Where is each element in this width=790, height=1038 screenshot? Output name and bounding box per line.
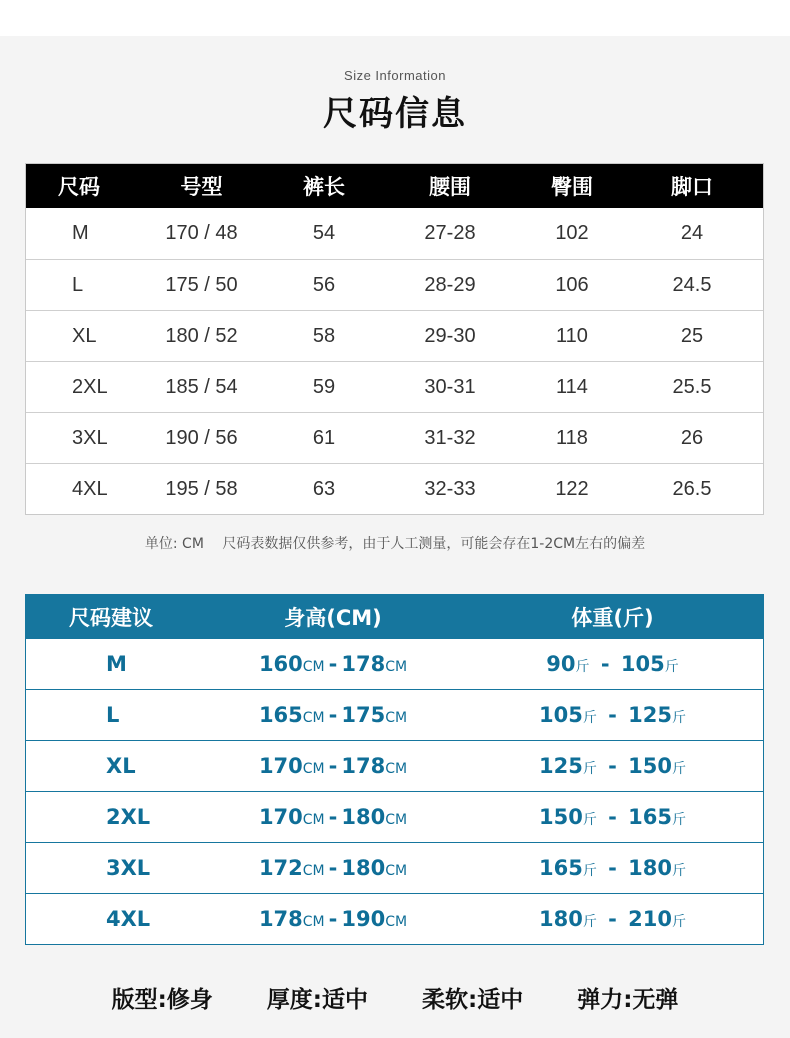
weight-unit: 斤 [672,863,687,879]
height-unit: CM [385,659,408,675]
table-row [26,361,763,412]
height-max: 178 [341,652,386,676]
range-dash: - [600,907,625,931]
weight-unit: 斤 [582,914,597,930]
cell-length: 61 [312,426,336,449]
weight-max: 165 [628,805,673,829]
col-header-size: 尺码 [58,175,100,199]
cell-hip: 102 [555,222,589,244]
height-unit: CM [385,710,408,726]
spec-value: 无弹 [632,987,679,1013]
recommendation-table [25,594,764,945]
col-header-suggestion: 尺码建议 [69,605,153,630]
cell-height-range [204,652,462,676]
cell-size: M [72,222,89,244]
spec-softness [422,981,523,1014]
weight-max: 210 [628,907,673,931]
weight-unit: 斤 [672,914,687,930]
col-header-weight: 体重(斤) [571,605,654,630]
height-min: 170 [258,754,303,778]
spec-value: 修身 [166,987,213,1013]
col-header-model: 号型 [180,175,223,199]
size-table-body [26,208,763,514]
height-unit: CM [385,863,408,879]
cell-size: M [106,652,127,676]
range-dash: - [328,907,338,931]
weight-min: 105 [538,703,583,727]
weight-unit: 斤 [582,863,597,879]
table-row [26,893,763,944]
col-header-length: 裤长 [303,175,345,199]
cell-length: 58 [312,324,336,347]
table-row [26,310,763,361]
cell-height-range [204,805,462,829]
recommendation-table-body [26,638,763,944]
cell-weight-range [462,703,763,727]
range-dash: - [593,652,617,676]
cell-size: 4XL [106,907,151,931]
spec-label: 柔软: [422,987,478,1013]
cell-model: 185 / 54 [165,375,238,398]
cell-hem: 25 [680,324,704,347]
height-max: 178 [341,754,386,778]
height-unit: CM [385,761,408,777]
cell-weight-range [462,856,763,880]
spec-fit [112,981,213,1014]
cell-waist: 31-32 [424,426,476,449]
cell-hem: 24.5 [672,273,712,296]
spec-label: 弹力: [577,987,633,1013]
range-dash: - [600,805,625,829]
spec-value: 适中 [477,987,524,1013]
height-min: 178 [258,907,303,931]
range-dash: - [600,856,625,880]
cell-hip: 118 [556,426,588,449]
height-unit: CM [302,710,325,726]
height-unit: CM [302,761,325,777]
weight-min: 150 [538,805,583,829]
height-max: 175 [341,703,386,727]
measurement-note: 单位: CM 尺码表数据仅供参考，由于人工测量，可能会存在1-2CM左右的偏差 [144,536,646,552]
col-header-height: 身高(CM) [284,605,382,630]
height-min: 172 [258,856,303,880]
table-row [26,208,763,259]
weight-min: 165 [538,856,583,880]
weight-unit: 斤 [582,812,597,828]
cell-size: 4XL [72,477,108,500]
spec-value: 适中 [322,987,368,1013]
cell-hem: 25.5 [672,375,712,398]
range-dash: - [600,754,625,778]
weight-unit: 斤 [672,761,687,777]
weight-unit: 斤 [582,710,597,726]
cell-length: 54 [312,222,336,244]
cell-model: 175 / 50 [165,273,238,296]
cell-height-range [204,856,462,880]
cell-weight-range [462,907,763,931]
height-unit: CM [302,914,325,930]
cell-model: 195 / 58 [165,477,238,500]
spec-label: 厚度: [266,987,322,1013]
cell-size: 2XL [106,805,151,829]
top-band [0,0,790,36]
cell-weight-range [462,754,763,778]
table-row [26,638,763,689]
height-max: 180 [341,856,386,880]
weight-min: 125 [538,754,583,778]
page-title: 尺码信息 [323,94,467,134]
cell-height-range [204,907,462,931]
weight-unit: 斤 [575,659,590,675]
cell-hip: 110 [556,324,588,347]
spec-label: 版型: [111,987,167,1013]
weight-unit: 斤 [582,761,597,777]
range-dash: - [328,754,338,778]
height-min: 165 [258,703,303,727]
range-dash: - [600,703,625,727]
col-header-waist: 腰围 [429,175,471,199]
weight-max: 150 [628,754,673,778]
cell-waist: 32-33 [424,477,476,500]
height-max: 180 [341,805,386,829]
cell-size: L [106,703,120,727]
cell-hip: 106 [555,273,589,296]
table-row [26,791,763,842]
cell-model: 190 / 56 [165,426,238,449]
product-specs [0,981,790,1014]
cell-waist: 28-29 [424,273,476,296]
height-unit: CM [385,812,408,828]
cell-weight-range [462,805,763,829]
height-unit: CM [385,914,408,930]
cell-model: 170 / 48 [165,222,238,244]
weight-unit: 斤 [672,710,687,726]
weight-unit: 斤 [664,659,679,675]
spec-elasticity [577,981,678,1014]
weight-unit: 斤 [672,812,687,828]
table-row [26,689,763,740]
height-min: 160 [258,652,303,676]
table-row [26,842,763,893]
cell-length: 56 [312,273,336,296]
cell-height-range [204,754,462,778]
cell-hip: 114 [556,375,588,398]
cell-hip: 122 [555,477,589,500]
weight-min: 180 [538,907,583,931]
table-row [26,463,763,514]
cell-model: 180 / 52 [165,324,238,347]
weight-max: 180 [628,856,673,880]
cell-size: 3XL [72,426,108,449]
height-max: 190 [341,907,386,931]
cell-height-range [204,703,462,727]
spec-thickness [267,981,368,1014]
range-dash: - [328,856,338,880]
cell-size: 3XL [106,856,151,880]
section-subtitle: Size Information [344,68,446,83]
recommendation-table-header [26,595,763,638]
range-dash: - [328,652,338,676]
height-unit: CM [302,659,325,675]
size-table [25,163,764,515]
table-row [26,412,763,463]
table-row [26,740,763,791]
range-dash: - [328,703,338,727]
range-dash: - [328,805,338,829]
cell-size: 2XL [72,375,108,398]
size-table-header [26,164,763,208]
weight-max: 105 [620,652,665,676]
height-unit: CM [302,812,325,828]
table-row [26,259,763,310]
cell-size: XL [72,324,97,347]
cell-length: 59 [312,375,336,398]
cell-hem: 24 [680,222,704,244]
cell-size: L [72,273,84,296]
col-header-hip: 臀围 [551,175,593,199]
cell-length: 63 [312,477,336,500]
cell-weight-range [462,652,763,676]
cell-waist: 30-31 [424,375,476,398]
height-unit: CM [302,863,325,879]
cell-hem: 26 [680,426,704,449]
cell-hem: 26.5 [672,477,712,500]
weight-min: 90 [546,652,576,676]
cell-waist: 29-30 [424,324,476,347]
cell-waist: 27-28 [424,222,476,244]
col-header-hem: 脚口 [671,175,713,199]
weight-max: 125 [628,703,673,727]
height-min: 170 [258,805,303,829]
cell-size: XL [106,754,136,778]
